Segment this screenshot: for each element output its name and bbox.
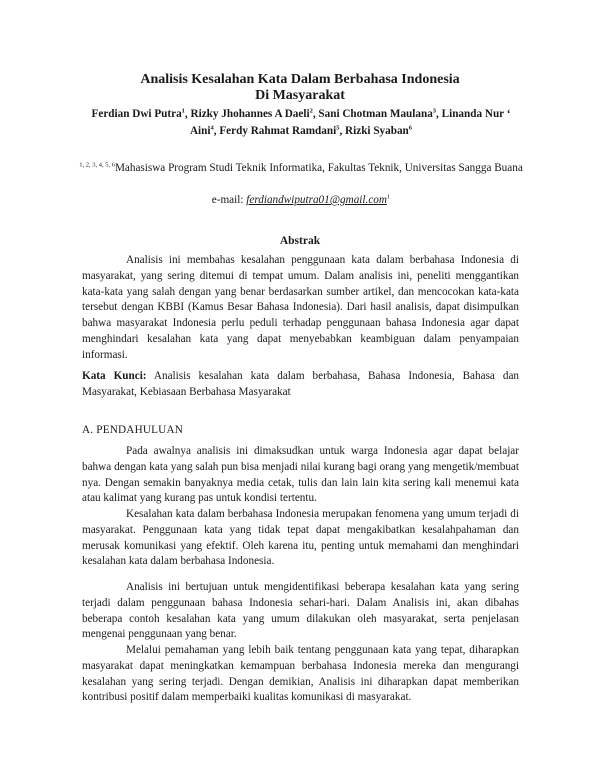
author-4-part2: Aini [189, 125, 211, 137]
email-line [76, 192, 526, 208]
keywords [82, 369, 519, 401]
email-link[interactable]: ferdiandwiputra01@gmail.com [246, 194, 387, 206]
author-6-sup: 6 [408, 124, 413, 132]
abstract-text: Analisis ini membahas kesalahan penggunaan kata dalam berbahasa Indonesia di masyarakat, yang sering ditemui di tempat umum. Dalam analisis ini, peneliti menggantikan kata-kata yang salah dengan yang benar berdasarkan sumber artikel, dan mencocokan kata-kata tersebut dengan KBBI (Kamus Besar Bahasa Indonesia). Dari hasil analisis, dapat disimpulkan bahwa masyarakat Indonesia perlu peduli terhadap penggunaan bahasa Indonesia agar dapat menghindari kesalahan kata yang dapat menyebabkan keambiguan dalam penyampaian informasi. [82, 254, 519, 361]
author-1: Ferdian Dwi Putra [91, 108, 182, 120]
title-line-2: Di Masyarakat [255, 88, 345, 103]
keywords-label: Kata Kunci: [82, 370, 147, 382]
paragraph-1: Pada awalnya analisis ini dimaksudkan untuk warga Indonesia agar dapat belajar bahwa dengan kata yang salah pun bisa menjadi nilai kurang bagi orang yang mengetik/membuat nya. Dengan semakin banyaknya media cetak, tulis dan lain lain kita sering kali menemui kata atau kalimat yang kurang pas untuk kondisi tertentu. [82, 445, 519, 505]
affiliation-sup: 1, 2, 3, 4, 5, 6 [79, 161, 115, 169]
author-5-sup: 5 [336, 124, 340, 132]
author-3: Sani Chotman Maulana [318, 108, 433, 120]
title-line-1: Analisis Kesalahan Kata Dalam Berbahasa Indonesia [140, 72, 460, 87]
author-6: Rizki Syaban [345, 125, 409, 137]
author-5: Ferdy Rahmat Ramdani [219, 125, 337, 137]
author-4-sup: 4 [210, 124, 214, 132]
paper-title [0, 72, 600, 104]
abstract-heading: Abstrak [279, 235, 321, 247]
author-1-sup: 1 [181, 107, 185, 115]
paragraph-2: Kesalahan kata dalam berbahasa Indonesia merupakan fenomena yang umum terjadi di masyarakat. Penggunaan kata yang tidak tepat dapat mengakibatkan kesalahpahaman dan merusak komunikasi yang efektif. Oleh karena itu, penting untuk memahami dan menghindari kesalahan kata dalam berbahasa Indonesia. [82, 508, 519, 568]
paragraph-4: Melalui pemahaman yang lebih baik tentang penggunaan kata yang tepat, diharapkan masyarakat dapat meningkatkan kemampuan berbahasa Indonesia mereka dan mengurangi kesalahan yang sering terjadi. Dengan demikian, Analisis ini diharapkan dapat memberikan kontribusi positif dalam memperbaiki kualitas komunikasi di masyarakat. [82, 644, 519, 704]
affiliation-text: Mahasiswa Program Studi Teknik Informatika, Fakultas Teknik, Universitas Sangga Buana [114, 162, 523, 174]
paragraph-3: Analisis ini bertujuan untuk mengidentifikasi beberapa kesalahan kata yang sering terjadi dalam penggunaan bahasa Indonesia sehari-hari. Dalam Analisis ini, akan dibahas beberapa contoh kesalahan kata yang umum dilakukan oleh masyarakat, serta penjelasan mengenai penggunaan yang benar. [82, 581, 519, 641]
section-heading: A. PENDAHULUAN [82, 424, 183, 436]
email-label: e-mail: [211, 194, 247, 206]
author-2: Rizky Jhohannes A Daeli [190, 108, 310, 120]
author-2-sup: 2 [309, 107, 313, 115]
author-4-part1: Linanda Nur ‘ [441, 108, 511, 120]
author-3-sup: 3 [432, 107, 437, 115]
keywords-text: Analisis kesalahan kata dalam berbahasa, Bahasa Indonesia, Bahasa dan Masyarakat, Kebiasaan Berbahasa Masyarakat [82, 370, 520, 398]
email-sup: 1 [386, 193, 391, 201]
author-list: Ferdian Dwi Putra$^1$, Rizky Jhohannes A Daeli$^2$, Sani Chotman Maulana$^3$, Linanda Nur ‘ Aini$^4$, Ferdy Rahmat Ramdani$^5$, Rizki Syaban$^6$ [91, 107, 511, 137]
affiliation [76, 160, 526, 176]
